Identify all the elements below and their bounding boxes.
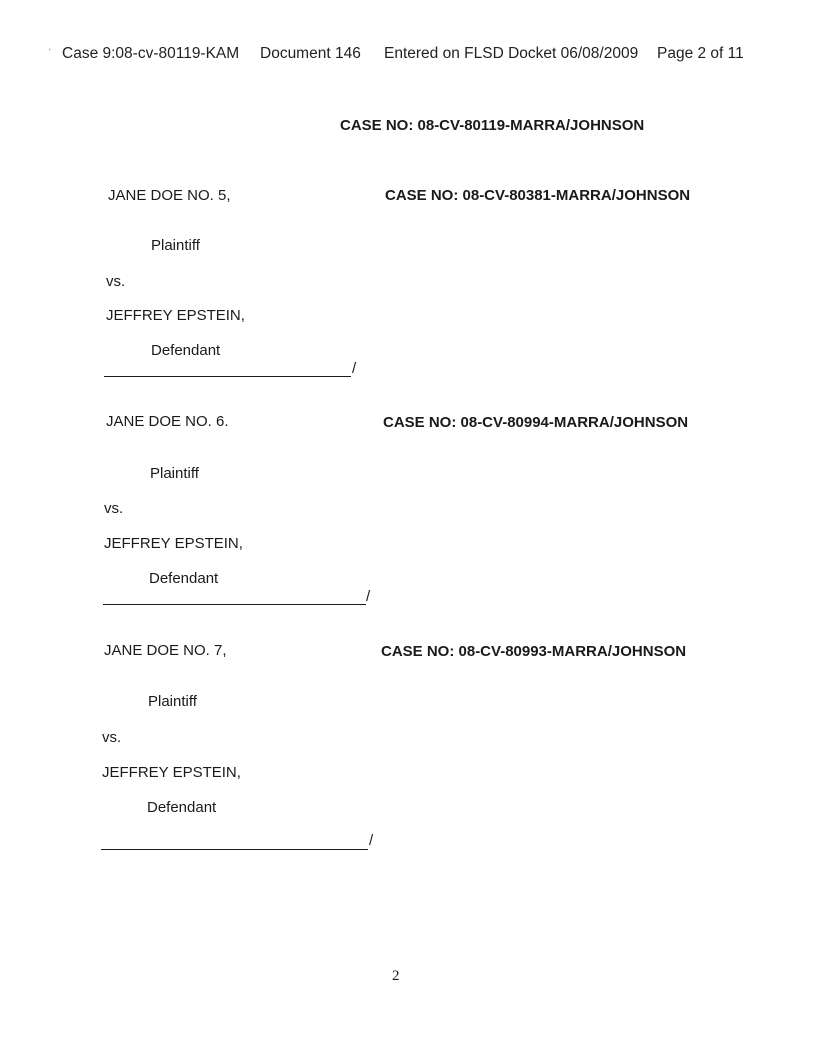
page-number: 2 bbox=[392, 968, 400, 984]
slash-mark: / bbox=[352, 360, 357, 377]
defendant-label: Defendant bbox=[151, 342, 221, 359]
signature-line bbox=[103, 604, 366, 605]
scan-tick-mark: ' bbox=[49, 47, 51, 57]
defendant-name: JEFFREY EPSTEIN, bbox=[106, 307, 245, 324]
defendant-name: JEFFREY EPSTEIN, bbox=[104, 535, 243, 552]
caption-case-number: CASE NO: 08-CV-80993-MARRA/JOHNSON bbox=[381, 643, 687, 660]
header-case-number: Case 9:08-cv-80119-KAM bbox=[62, 45, 240, 62]
versus-label: vs. bbox=[102, 729, 122, 746]
defendant-label: Defendant bbox=[147, 799, 217, 816]
header-docket-entry: Entered on FLSD Docket 06/08/2009 bbox=[384, 45, 639, 62]
header-page-count: Page 2 of 11 bbox=[657, 45, 744, 62]
versus-label: vs. bbox=[106, 273, 126, 290]
defendant-name: JEFFREY EPSTEIN, bbox=[102, 764, 241, 781]
plaintiff-name: JANE DOE NO. 6. bbox=[106, 413, 229, 430]
plaintiff-label: Plaintiff bbox=[148, 693, 197, 710]
caption-case-number: CASE NO: 08-CV-80994-MARRA/JOHNSON bbox=[383, 414, 689, 431]
slash-mark: / bbox=[366, 588, 371, 605]
plaintiff-label: Plaintiff bbox=[151, 237, 200, 254]
main-case-number: CASE NO: 08-CV-80119-MARRA/JOHNSON bbox=[340, 117, 645, 134]
plaintiff-name: JANE DOE NO. 5, bbox=[108, 187, 231, 204]
signature-line bbox=[104, 376, 351, 377]
caption-case-number: CASE NO: 08-CV-80381-MARRA/JOHNSON bbox=[385, 187, 691, 204]
defendant-label: Defendant bbox=[149, 570, 219, 587]
plaintiff-name: JANE DOE NO. 7, bbox=[104, 642, 227, 659]
versus-label: vs. bbox=[104, 500, 124, 517]
header-document-number: Document 146 bbox=[260, 45, 361, 62]
plaintiff-label: Plaintiff bbox=[150, 465, 199, 482]
signature-line bbox=[101, 849, 368, 850]
slash-mark: / bbox=[369, 832, 374, 849]
